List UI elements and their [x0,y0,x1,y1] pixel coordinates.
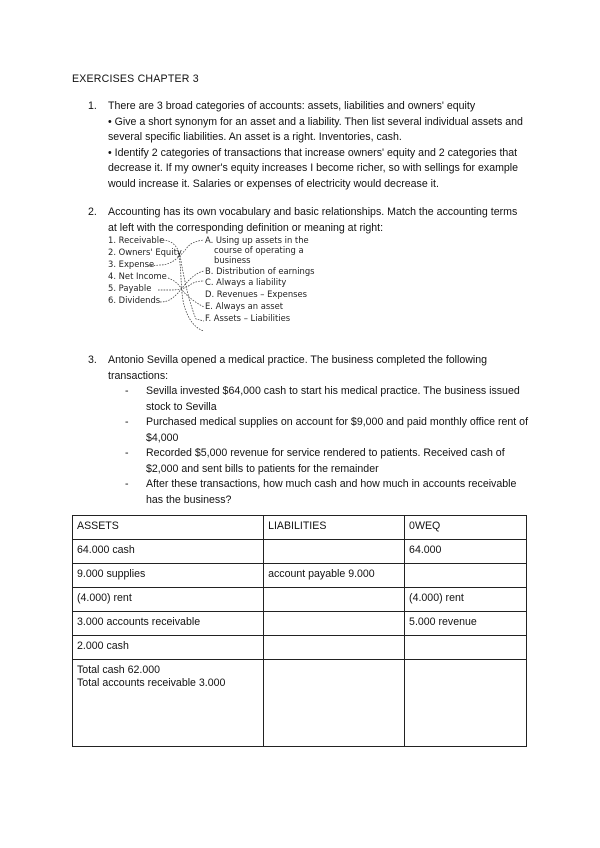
answer-text: • Give a short synonym for an asset and a liability. Then list several individual assets and several specific liabilities. An asset is a right. Inventories, cash. [108,115,523,143]
total-cash: Total cash 62.000 [77,664,161,676]
liabilities-cell [264,612,405,636]
equity-cell: 64.000 [405,540,527,564]
definition-a-cont: business [214,255,251,265]
table-row [73,636,527,660]
question-2 [88,205,528,236]
liabilities-cell [264,540,405,564]
question-text: Antonio Sevilla opened a medical practice. The business completed the following transactions: [108,354,488,382]
term-dividends: 6. Dividends [108,295,161,305]
dash-bullet: - [125,478,129,490]
table-row [73,612,527,636]
assets-cell: 9.000 supplies [73,564,264,588]
transaction-item [108,477,528,508]
liabilities-cell: account payable 9.000 [264,564,405,588]
definition-a: A. Using up assets in the [205,235,309,245]
definition-d: D. Revenues – Expenses [205,289,308,299]
answer-text: • Identify 2 categories of transactions that increase owners' equity and 2 categories that decrease it. If my owner's equity increases I become richer, so with sellings for example would increase it. Salaries or expenses of electricity would decrease it. [108,146,519,190]
document-title: EXERCISES CHAPTER 3 [72,73,199,85]
table-row [73,588,527,612]
question-number: 2. [88,206,97,218]
assets-cell: (4.000) rent [73,588,264,612]
question-text: Accounting has its own vocabulary and basic relationships. Match the accounting terms at left with the corresponding definition or meaning at right: [108,206,518,234]
equity-cell: 5.000 revenue [405,612,527,636]
totals-cell [73,660,264,747]
transaction-text: Sevilla invested $64,000 cash to start his medical practice. The business issued stock to Sevilla [146,385,520,413]
header-assets: ASSETS [73,516,264,540]
term-owners-equity: 2. Owners' Equity [108,247,182,257]
transaction-text: After these transactions, how much cash and how much in accounts receivable has the business? [146,478,517,506]
question-number: 3. [88,354,97,366]
transaction-item [108,446,528,477]
term-payable: 5. Payable [108,283,152,293]
table-header-row [73,516,527,540]
equity-cell [405,660,527,747]
dash-bullet: - [125,385,129,397]
dash-bullet: - [125,416,129,428]
totals-row [73,660,527,747]
liabilities-cell [264,588,405,612]
definition-e: E. Always an asset [205,301,284,311]
question-1 [88,99,528,192]
question-3 [88,353,528,508]
transaction-item [108,415,528,446]
liabilities-cell [264,636,405,660]
definition-f: F. Assets – Liabilities [205,313,291,323]
table-row [73,540,527,564]
term-net-income: 4. Net Income [108,271,167,281]
transaction-item [108,384,528,415]
liabilities-cell [264,660,405,747]
term-receivable: 1. Receivable [108,235,165,245]
transaction-text: Purchased medical supplies on account for $9,000 and paid monthly office rent of $4,000 [146,416,529,444]
definition-b: B. Distribution of earnings [205,266,315,276]
term-expense: 3. Expense [108,259,155,269]
header-liabilities: LIABILITIES [264,516,405,540]
assets-cell: 2.000 cash [73,636,264,660]
assets-cell: 64.000 cash [73,540,264,564]
header-owners-equity: 0WEQ [405,516,527,540]
matching-diagram [108,235,328,335]
definition-a-cont: course of operating a [214,245,304,255]
accounting-equation-table [72,515,527,747]
dash-bullet: - [125,447,129,459]
question-text: There are 3 broad categories of accounts: assets, liabilities and owners' equity [108,100,476,112]
assets-cell: 3.000 accounts receivable [73,612,264,636]
equity-cell [405,636,527,660]
total-accounts-receivable: Total accounts receivable 3.000 [77,677,226,689]
definition-c: C. Always a liability [205,277,287,287]
equity-cell: (4.000) rent [405,588,527,612]
equity-cell [405,564,527,588]
transaction-text: Recorded $5,000 revenue for service rendered to patients. Received cash of $2,000 and sent bills to patients for the remainder [146,447,505,475]
question-number: 1. [88,100,97,112]
table-row [73,564,527,588]
